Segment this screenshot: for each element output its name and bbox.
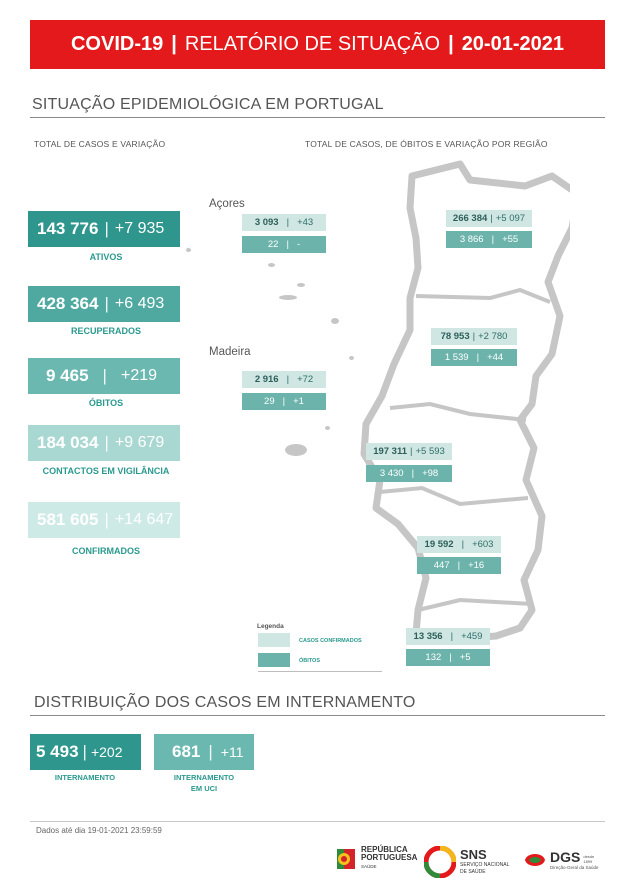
region-cases-delta: +72 [297, 374, 314, 385]
kpi-delta: +7 935 [114, 220, 165, 237]
region-separator: | [476, 352, 480, 363]
kpi-delta: +14 647 [114, 511, 174, 528]
region-deaths-delta: +1 [293, 396, 304, 407]
banner-separator: | [171, 33, 177, 55]
island-shape [268, 263, 275, 267]
kpi-label-icu-line2: EM UCI [190, 784, 218, 793]
region-cases-value: 13 356 [413, 631, 443, 642]
region-name-madeira: Madeira [209, 346, 251, 358]
region-deaths-delta: +16 [468, 560, 485, 571]
kpi-value: 581 605 [37, 510, 99, 529]
region-deaths-value: 447 [433, 560, 450, 571]
island-shape [186, 248, 191, 252]
region-deaths-algarve [406, 649, 490, 666]
banner-title: COVID-19 [70, 33, 164, 55]
kpi-value: 9 465 [46, 366, 89, 385]
dgs-since-year: 1899 [583, 858, 593, 864]
region-deaths-acores [242, 236, 326, 253]
kpi-icu [154, 734, 254, 770]
region-separator: | [282, 396, 286, 407]
section-divider [30, 715, 605, 716]
island-shape [297, 283, 305, 287]
republica-portuguesa-logo [337, 846, 417, 871]
region-deaths-value: 29 [264, 396, 275, 407]
dgs-title-row [550, 850, 599, 864]
legend-divider [258, 671, 382, 672]
region-cases-value: 197 311 [373, 446, 408, 457]
sns-line1: SERVIÇO NACIONAL [460, 862, 510, 868]
dgs-title: DGS [550, 848, 581, 865]
kpi-active [28, 211, 180, 247]
dgs-since-word: desde [583, 853, 595, 859]
kpi-delta: +202 [90, 744, 123, 760]
region-cases-delta: +2 780 [478, 331, 508, 342]
region-cases-norte [446, 210, 532, 227]
subtitle-regions: TOTAL DE CASOS, DE ÓBITOS E VARIAÇÃO POR REGIÃO [305, 139, 548, 149]
kpi-value: 143 776 [37, 219, 99, 238]
region-separator: | [286, 217, 290, 228]
kpi-confirmed [28, 502, 180, 538]
kpi-separator: | [208, 742, 213, 761]
region-cases-acores [242, 214, 326, 231]
region-deaths-alentejo [417, 557, 501, 574]
region-name-acores: Açores [209, 198, 245, 210]
kpi-value: 5 493 [36, 742, 79, 761]
kpi-deaths [28, 358, 180, 394]
island-shape [285, 444, 307, 456]
kpi-delta: +219 [120, 367, 158, 384]
section-title-hospitalization: DISTRIBUIÇÃO DOS CASOS EM INTERNAMENTO [34, 694, 416, 711]
sns-title: SNS [460, 847, 487, 862]
region-cases-centro [431, 328, 517, 345]
kpi-value: 184 034 [37, 433, 99, 452]
kpi-delta: +11 [220, 744, 244, 760]
kpi-label-confirmed: CONFIRMADOS [72, 546, 140, 556]
region-deaths-delta: +5 [459, 652, 471, 663]
republica-text [361, 846, 417, 871]
sns-logo [424, 846, 509, 878]
region-cases-lvt [366, 443, 452, 460]
region-separator: | [449, 652, 452, 663]
subtitle-totals: TOTAL DE CASOS E VARIAÇÃO [34, 139, 166, 149]
region-deaths-norte [446, 231, 532, 248]
dgs-subtitle: Direção-Geral da Saúde [550, 864, 599, 870]
kpi-label-recovered: RECUPERADOS [70, 326, 141, 336]
region-deaths-lvt [366, 465, 452, 482]
kpi-delta: +6 493 [114, 295, 165, 312]
section-divider [30, 117, 605, 118]
region-separator: | [491, 234, 495, 245]
kpi-label-deaths: ÓBITOS [88, 398, 124, 408]
republica-line1: REPÚBLICA [361, 845, 408, 854]
portugal-map [320, 158, 570, 668]
kpi-label-hospitalized: INTERNAMENTO [54, 773, 116, 782]
dgs-logo [523, 849, 599, 871]
region-deaths-value: 22 [267, 239, 279, 250]
region-cases-delta: +5 097 [495, 213, 526, 224]
region-deaths-value: 132 [425, 652, 442, 663]
island-shape [279, 295, 297, 300]
legend-label-deaths: ÓBITOS [299, 658, 320, 664]
kpi-recovered [28, 286, 180, 322]
region-deaths-value: 3 430 [379, 468, 404, 479]
region-separator: | [410, 446, 413, 457]
region-cases-delta: +43 [297, 217, 314, 228]
banner-subtitle: RELATÓRIO DE SITUAÇÃO [184, 33, 441, 55]
region-separator: | [450, 631, 454, 642]
region-cases-algarve [406, 628, 490, 645]
legend-swatch-deaths [258, 653, 290, 667]
region-deaths-delta: - [296, 239, 301, 250]
region-deaths-value: 1 539 [444, 352, 469, 363]
region-deaths-centro [431, 349, 517, 366]
region-separator: | [457, 560, 461, 571]
region-cases-value: 19 592 [424, 539, 454, 550]
region-cases-delta: +5 593 [415, 446, 445, 457]
kpi-hospitalized [30, 734, 141, 770]
kpi-separator: | [102, 366, 107, 385]
sns-text [460, 848, 509, 876]
region-deaths-delta: +55 [502, 234, 519, 245]
kpi-label-contacts: CONTACTOS EM VIGILÂNCIA [42, 466, 170, 476]
kpi-separator: | [104, 219, 109, 238]
region-cases-value: 2 916 [254, 374, 279, 385]
dgs-since [583, 854, 594, 864]
kpi-value: 681 [172, 742, 201, 761]
region-cases-delta: +459 [461, 631, 483, 642]
region-deaths-madeira [242, 393, 326, 410]
kpi-separator: | [104, 294, 109, 313]
footer-divider [30, 821, 605, 822]
region-deaths-delta: +44 [487, 352, 504, 363]
data-timestamp: Dados até dia 19-01-2021 23:59:59 [36, 826, 162, 835]
sns-line2: DE SAÚDE [460, 869, 486, 875]
kpi-separator: | [82, 742, 87, 761]
region-separator: | [472, 331, 476, 342]
legend-swatch-confirmed [258, 633, 290, 647]
section-title-epidemiological: SITUAÇÃO EPIDEMIOLÓGICA EM PORTUGAL [32, 96, 384, 113]
sns-emblem-icon [424, 846, 456, 878]
report-banner [30, 20, 605, 69]
legend-title: Legenda [257, 623, 284, 630]
coat-of-arms-icon [337, 847, 357, 871]
kpi-contacts [28, 425, 180, 461]
republica-line3: SAÚDE [361, 864, 377, 869]
region-deaths-delta: +98 [422, 468, 439, 479]
region-cases-value: 266 384 [452, 213, 488, 224]
kpi-label-active: ATIVOS [89, 252, 123, 262]
region-separator: | [490, 213, 493, 224]
dgs-text [550, 850, 599, 871]
kpi-separator: | [104, 510, 109, 529]
legend-label-confirmed: CASOS CONFIRMADOS [299, 638, 362, 644]
region-separator: | [461, 539, 465, 550]
kpi-value: 428 364 [37, 294, 99, 313]
kpi-delta: +9 679 [114, 434, 165, 451]
region-separator: | [286, 239, 289, 250]
banner-date: 20-01-2021 [461, 33, 564, 55]
republica-line2: PORTUGUESA [361, 853, 418, 862]
banner-separator: | [448, 33, 454, 55]
region-cases-delta: +603 [472, 539, 494, 550]
dgs-emblem-icon [523, 849, 547, 871]
region-cases-alentejo [417, 536, 501, 553]
kpi-label-icu: INTERNAMENTO [173, 773, 235, 782]
region-deaths-value: 3 866 [459, 234, 484, 245]
region-cases-value: 3 093 [254, 217, 279, 228]
region-cases-madeira [242, 371, 326, 388]
region-cases-value: 78 953 [440, 331, 470, 342]
kpi-separator: | [104, 433, 109, 452]
region-separator: | [411, 468, 415, 479]
region-separator: | [286, 374, 290, 385]
